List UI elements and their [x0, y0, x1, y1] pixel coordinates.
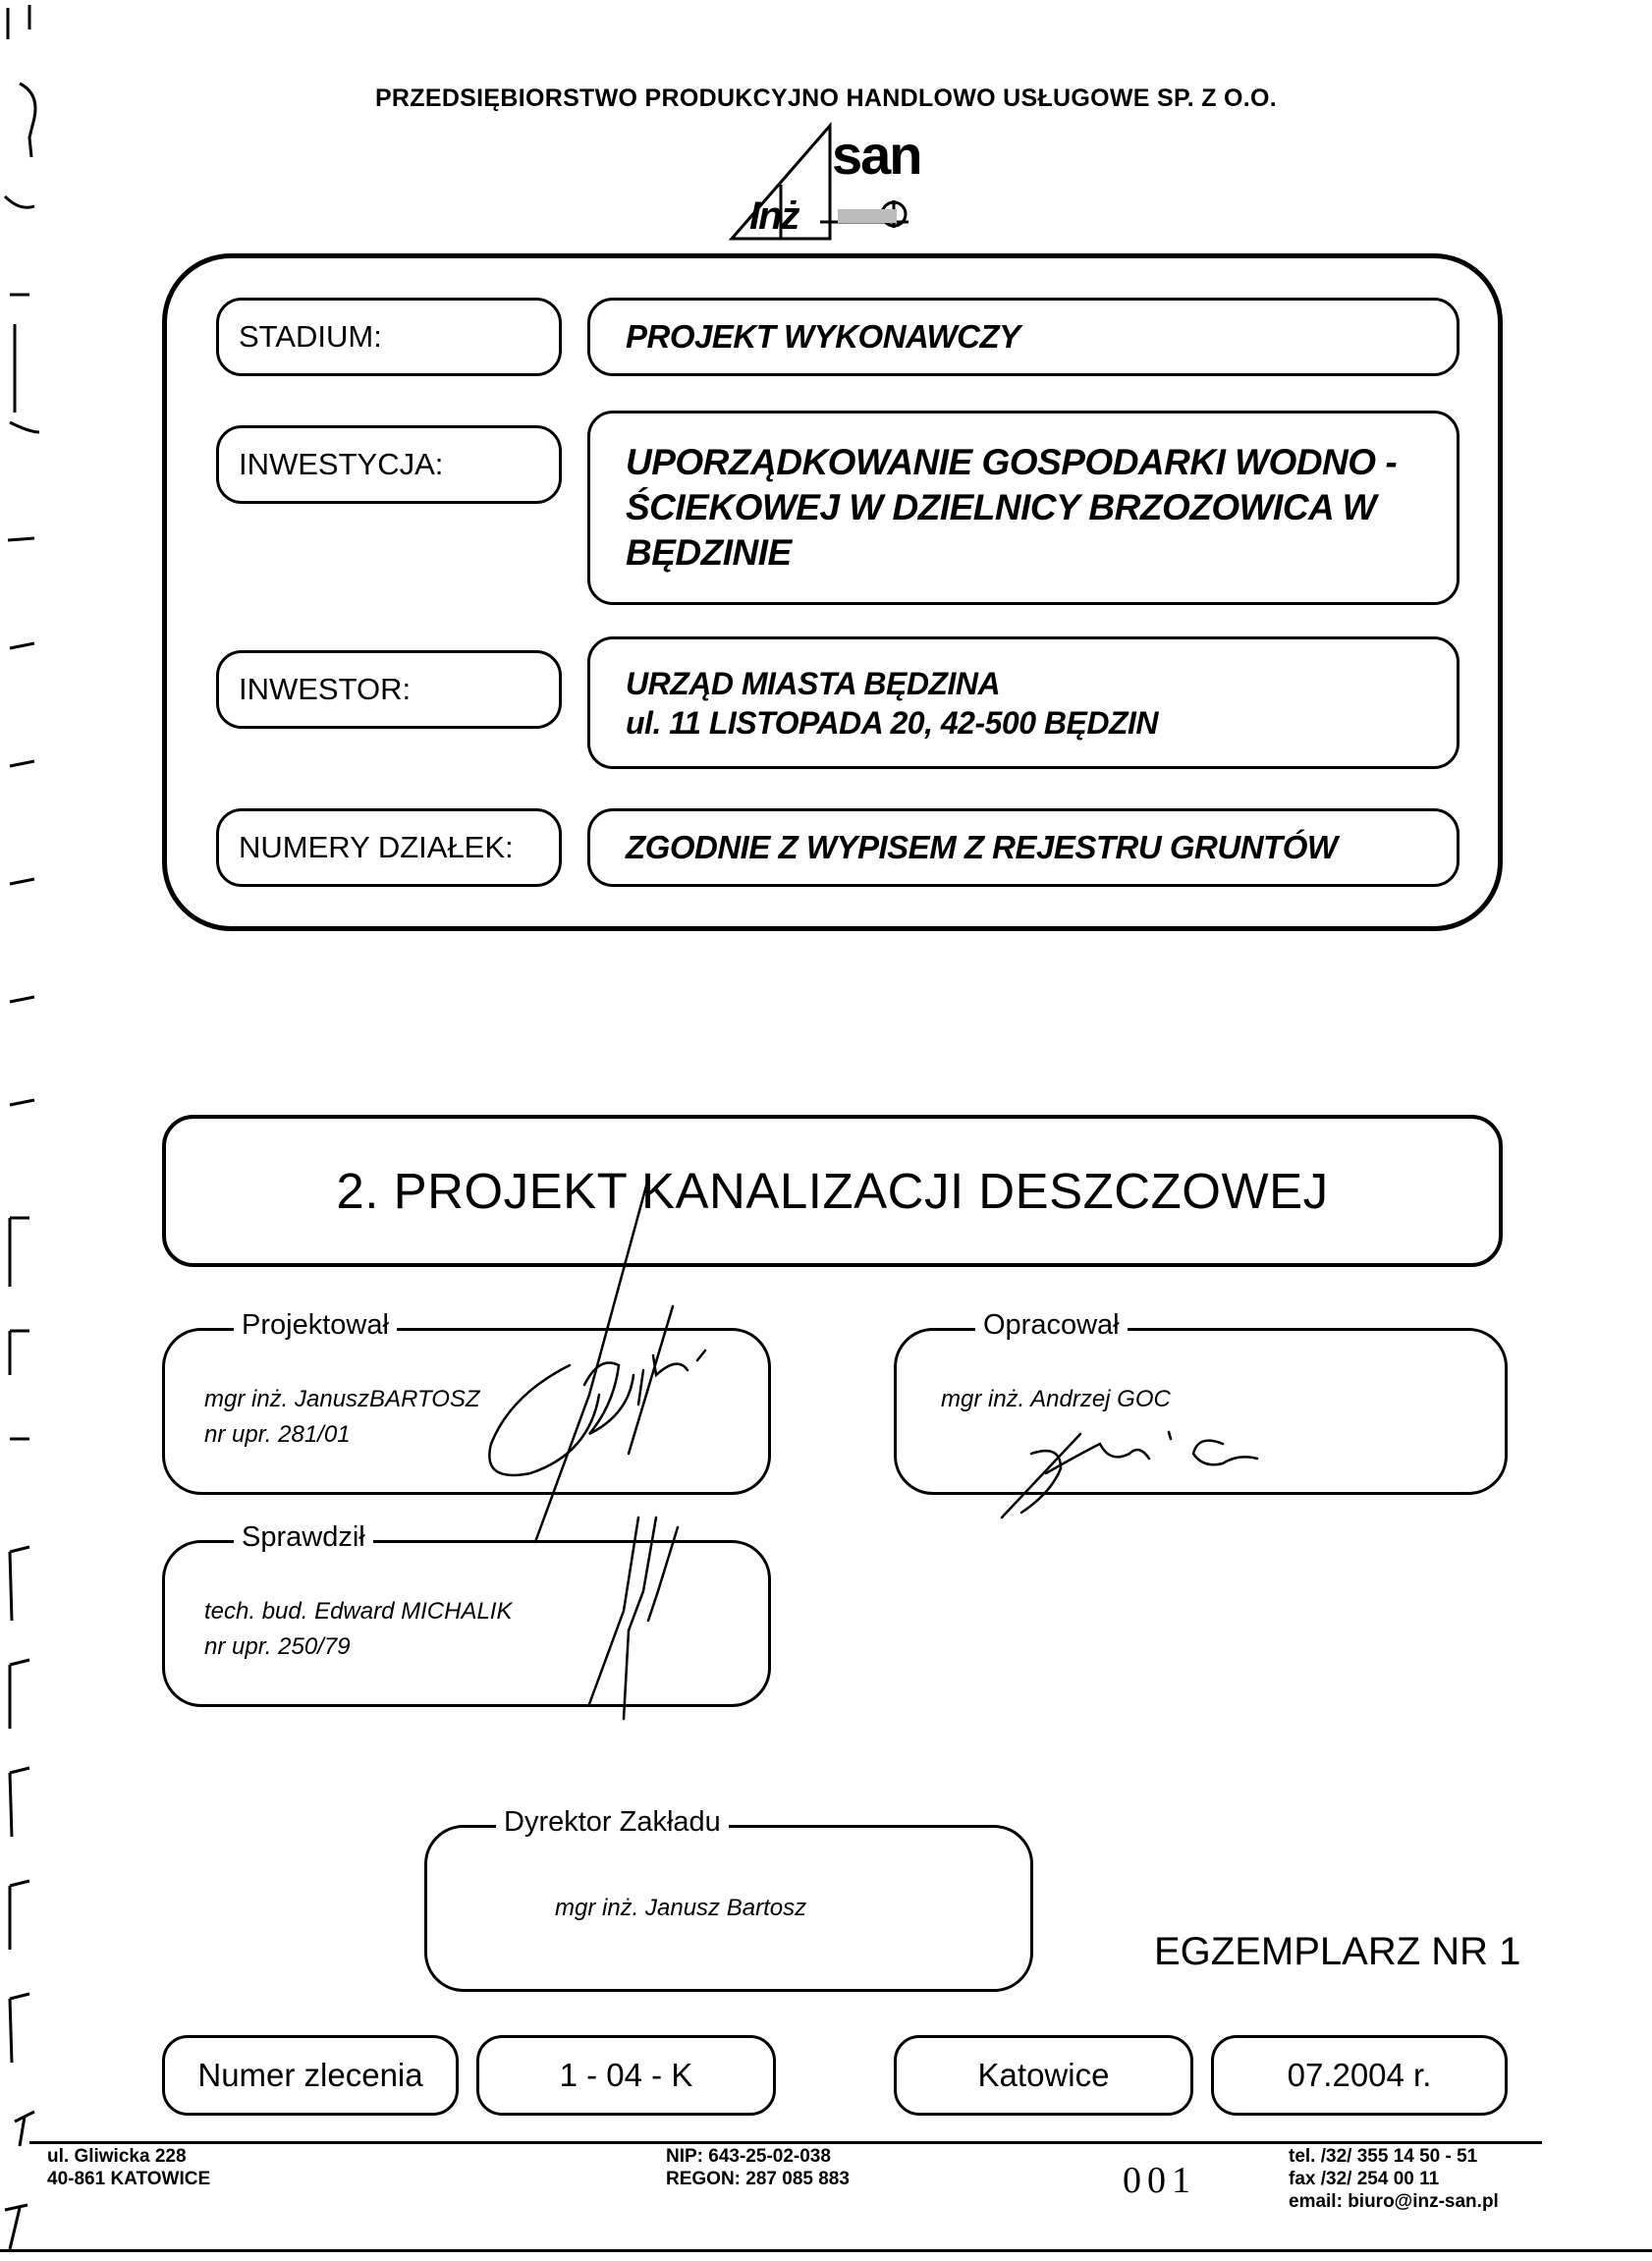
inwestor-label: INWESTOR: [216, 650, 562, 729]
footer-tel: tel. /32/ 355 14 50 - 51 [1289, 2146, 1478, 2167]
inwestycja-value [587, 411, 1459, 605]
egzemplarz-number: EGZEMPLARZ NR 1 [1154, 1930, 1521, 1973]
dzialki-value: ZGODNIE Z WYPISEM Z REJESTRU GRUNTÓW [587, 808, 1459, 887]
numer-zlecenia-value [476, 2035, 776, 2116]
company-logo [722, 116, 921, 244]
projektowal-legend: Projektował [234, 1309, 397, 1342]
footer-address-line2: 40-861 KATOWICE [47, 2168, 211, 2189]
inwestor-line-1: URZĄD MIASTA BĘDZINA [626, 665, 1001, 701]
stadium-label: STADIUM: [216, 298, 562, 376]
footer-registration [666, 2146, 850, 2191]
stadium-value: PROJEKT WYKONAWCZY [587, 298, 1459, 376]
page-number: 001 [1123, 2160, 1196, 2201]
inwestor-line-2: ul. 11 LISTOPADA 20, 42-500 BĘDZIN [626, 704, 1158, 741]
dyrektor-box [424, 1806, 1033, 1992]
inwestor-value [587, 636, 1459, 769]
logo-text-san: san [832, 124, 921, 186]
project-title-frame [162, 1115, 1503, 1267]
footer-regon: REGON: 287 085 883 [666, 2168, 850, 2189]
inwestycja-line-3: BĘDZINIE [626, 532, 792, 574]
city-box [894, 2035, 1193, 2116]
logo-text-inz: Inż [749, 194, 798, 238]
footer-divider [29, 2141, 1542, 2144]
footer-email: email: biuro@inz-san.pl [1289, 2190, 1499, 2212]
projektowal-name: mgr inż. JanuszBARTOSZ [204, 1386, 480, 1412]
inwestycja-line-1: UPORZĄDKOWANIE GOSPODARKI WODNO - [626, 441, 1398, 482]
dyrektor-legend: Dyrektor Zakładu [496, 1806, 729, 1839]
sprawdzil-name: tech. bud. Edward MICHALIK [204, 1598, 513, 1625]
sprawdzil-box [162, 1521, 771, 1707]
company-name: PRZEDSIĘBIORSTWO PRODUKCYJNO HANDLOWO USŁUGOWE SP. Z O.O. [374, 84, 1278, 112]
opracowal-name: mgr inż. Andrzej GOC [941, 1386, 1171, 1412]
sprawdzil-legend: Sprawdził [234, 1521, 373, 1554]
numer-zlecenia-label-text: Numer zlecenia [197, 2057, 423, 2093]
footer-address [47, 2146, 210, 2191]
bottom-edge-line [0, 2249, 1652, 2252]
footer-nip: NIP: 643-25-02-038 [666, 2146, 831, 2167]
city-text: Katowice [977, 2057, 1110, 2093]
date-text: 07.2004 r. [1287, 2057, 1432, 2093]
binder-margin-marks [0, 0, 59, 2261]
numer-zlecenia-label [162, 2035, 459, 2116]
footer-contact [1289, 2146, 1499, 2213]
numer-zlecenia-value-text: 1 - 04 - K [559, 2057, 693, 2093]
footer-fax: fax /32/ 254 00 11 [1289, 2168, 1440, 2189]
project-title: 2. PROJEKT KANALIZACJI DESZCZOWEJ [336, 1163, 1329, 1219]
projektowal-license: nr upr. 281/01 [204, 1421, 351, 1448]
inwestycja-label: INWESTYCJA: [216, 425, 562, 504]
sprawdzil-license: nr upr. 250/79 [204, 1633, 351, 1660]
projektowal-box [162, 1309, 771, 1495]
dzialki-label: NUMERY DZIAŁEK: [216, 808, 562, 887]
footer-address-line1: ul. Gliwicka 228 [47, 2146, 187, 2167]
dyrektor-name: mgr inż. Janusz Bartosz [555, 1895, 807, 1921]
opracowal-legend: Opracował [975, 1309, 1128, 1342]
inwestycja-line-2: ŚCIEKOWEJ W DZIELNICY BRZOZOWICA W [626, 486, 1377, 527]
opracowal-box [894, 1309, 1508, 1495]
date-box [1211, 2035, 1508, 2116]
